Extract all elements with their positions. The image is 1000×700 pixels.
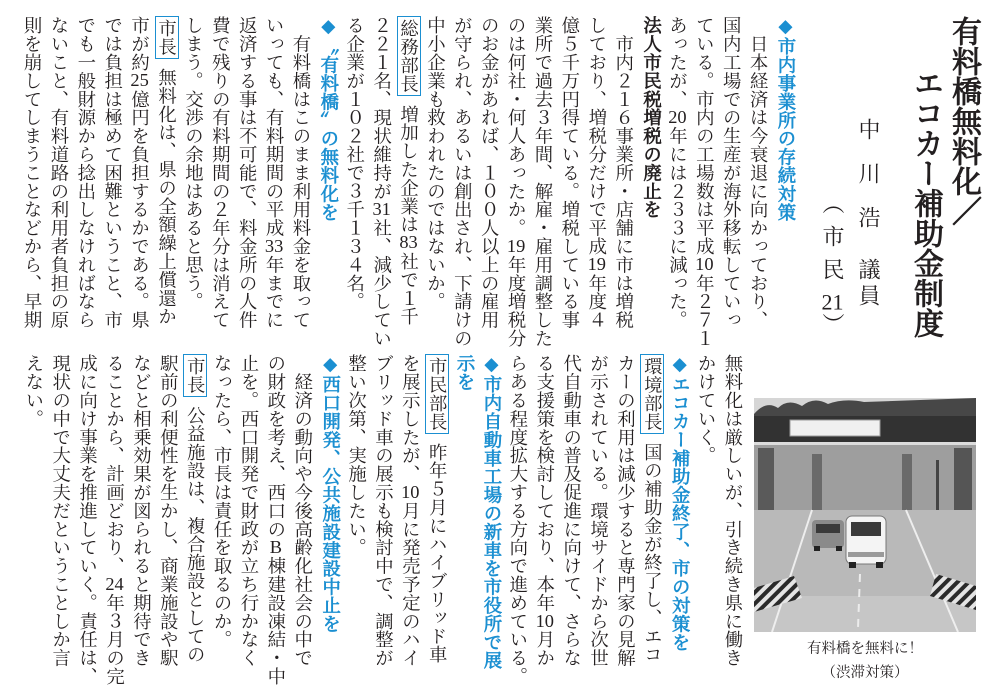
answer-text: 公益施設は、複合施設としての: [185, 405, 206, 664]
section-heading: ◆エコカー補助金終了、市の対策を: [669, 354, 691, 651]
answer-line: 現状の中で大丈夫だということしか言: [50, 354, 71, 667]
question-line: ている。市内の工場数は平成10年２７１: [694, 16, 715, 348]
photo-caption-line: 有料橋を無料に！: [807, 641, 923, 657]
photo-caption-line: （渋滞対策）: [821, 665, 909, 681]
article-upper-block: [17, 16, 798, 351]
section-heading: ◆〝有料橋〟の無料化を: [317, 16, 339, 221]
answer-line: えない。: [23, 354, 44, 428]
question-line: のお金があれば、１００人以上の雇用: [479, 16, 500, 329]
speaker-label: 市民部長: [425, 354, 449, 434]
section-heading: ◆西口開発、公共施設建設中止を: [319, 354, 341, 633]
upright-numeral: 31: [372, 200, 391, 219]
answer-line: ないこと、有料道路の利用者負担の原: [48, 16, 69, 329]
answer-line: かけていく。: [696, 354, 717, 465]
answer-line: らある程度拡大する方向で進めている。: [507, 354, 528, 686]
article-lower-block: [19, 354, 746, 689]
photo-white-car: [846, 516, 886, 568]
upright-numeral: 19: [587, 255, 606, 274]
answer-line: 成に向け事業を推進していく。責任は、: [77, 354, 98, 686]
answer-line: ２２１名、現状維持が31社、減少してい: [371, 16, 392, 348]
answer-line: 無料化は厳しいが、引き続き県に働き: [723, 354, 743, 667]
photo-booth: [902, 454, 912, 510]
article-title-line-1: 有料橋無料化／: [946, 16, 981, 226]
upright-numeral: 10: [401, 482, 420, 502]
upright-numeral: 25: [130, 71, 149, 90]
question-line: あったが、20年には２３３に減った。: [667, 16, 688, 329]
question-line: しまう。交渉の余地はあると思う。: [183, 16, 204, 311]
answer-line: る支援策を検討しており、本年10月か: [534, 354, 555, 667]
question-line: 止を。西口開発で財政が立ち行かなく: [238, 354, 259, 667]
photo-booth: [758, 448, 774, 512]
answer-text: 国の補助金が終了し、エコ: [642, 442, 663, 664]
upright-numeral: 21: [821, 291, 844, 313]
answer-line: [423, 354, 450, 689]
speaker-label: 市長: [155, 16, 179, 59]
toll-gate-photo: [754, 398, 976, 632]
photo-canopy-edge: [754, 442, 976, 445]
article-title-line-2: エコカー補助金制度: [908, 68, 943, 338]
answer-line: [181, 354, 208, 689]
answer-text: 無料化は、県の全額繰上償還か: [156, 67, 177, 326]
answer-line: 代自動車の普及促進に向けて、さらな: [561, 354, 582, 667]
question-line: が守られ、あるいは創出され、下請けの: [452, 16, 473, 348]
section-heading: 示を: [454, 354, 476, 391]
upright-numeral: 10: [695, 255, 714, 274]
question-line: 有料橋はこのまま利用料金を取って: [290, 16, 311, 329]
photo-booth: [954, 448, 972, 514]
upright-numeral: 20: [668, 108, 687, 127]
question-line: しており、増税分だけで平成19年度４: [586, 16, 607, 329]
question-line: 費で残りの有料期間の２年分は消えて: [210, 16, 231, 329]
answer-line: 整い次第、実施したい。: [346, 354, 367, 557]
answer-line: 駅前の利便性を生かし、商業施設や駅: [158, 354, 179, 667]
speaker-label: 環境部長: [640, 354, 664, 434]
question-line: 業所で過去３年間、解雇・雇用調整した: [532, 16, 553, 348]
answer-line: では負担は極めて困難ということ、市: [102, 16, 123, 329]
question-line: なったら、市長は責任を取るのか。: [212, 354, 233, 649]
answer-line: でも一般財源から捻出しなければなら: [75, 16, 96, 329]
question-line: のは何社・何人あったか。19年度増税分: [506, 16, 527, 348]
answer-line: などと相乗効果が図られると期待でき: [131, 354, 152, 667]
answer-line: る企業が１０２社で３千１３４名。: [344, 16, 365, 311]
question-line: 日本経済は今衰退に向かっており、: [748, 16, 769, 329]
photo-sign: [790, 420, 880, 436]
question-line: 国内工場での生産が海外移転していっ: [721, 16, 742, 329]
answer-line: [638, 354, 665, 689]
answer-text: 増加した企業は83社で１千: [398, 104, 419, 326]
photo-gray-car: [812, 520, 844, 551]
photo-plaza-shadow: [754, 445, 976, 511]
photo-caption: [754, 637, 976, 685]
answer-text: 昨年５月にハイブリッド車: [427, 442, 448, 664]
question-line: 億５千万円得ている。増税している事: [559, 16, 580, 329]
answer-line: 則を崩してしまうことなどから、早期: [22, 16, 43, 329]
section-heading: ◆市内自動車工場の新車を市役所で展: [480, 354, 502, 670]
question-line: 経済の動向や今後高齢化社会の中で: [292, 354, 313, 667]
upright-numeral: 10: [535, 611, 554, 631]
answer-line: 市が約25億円を負担するかである。県: [129, 16, 150, 329]
question-line: いっても、有料期間の平成33年までに: [264, 16, 285, 329]
photo-booth: [812, 454, 822, 510]
question-line: 市内２１６事業所・店舗に市は増税: [613, 16, 634, 329]
section-heading: ◆市内事業所の存続対策: [775, 16, 796, 221]
upright-numeral: 24: [105, 574, 124, 594]
upright-numeral: 83: [399, 233, 418, 252]
speaker-label: 市長: [183, 354, 207, 397]
answer-line: を展示したが、10月に発売予定のハイ: [400, 354, 421, 667]
question-line: 中小企業も救われたのではないか。: [425, 16, 446, 311]
answer-line: [153, 16, 180, 351]
author-name: 中川浩: [856, 118, 881, 250]
answer-line: [395, 16, 422, 351]
answer-line: カーの利用は減少すると専門家の見解: [615, 354, 636, 667]
answer-line: ブリッド車の展示も検討中で、調整が: [373, 354, 394, 667]
author-byline: [854, 118, 882, 310]
speaker-label: 総務部長: [397, 16, 421, 96]
upright-numeral: 19: [506, 236, 526, 256]
question-line: 返済する事は不可能で、料金所の人件: [237, 16, 258, 329]
upright-numeral: 33: [264, 236, 284, 256]
author-role: 議員: [856, 258, 881, 310]
answer-line: が示されている。環境サイドから次世: [588, 354, 609, 667]
question-line: の財政を考え、西口のB棟建設凍結・中: [265, 354, 286, 686]
section-heading: 法人市民税増税の廃止を: [640, 16, 662, 219]
upright-numeral: B: [269, 538, 282, 557]
answer-line: ることから、計画どおり、24年３月の完: [104, 354, 125, 686]
author-party: （市民21）: [820, 192, 845, 346]
